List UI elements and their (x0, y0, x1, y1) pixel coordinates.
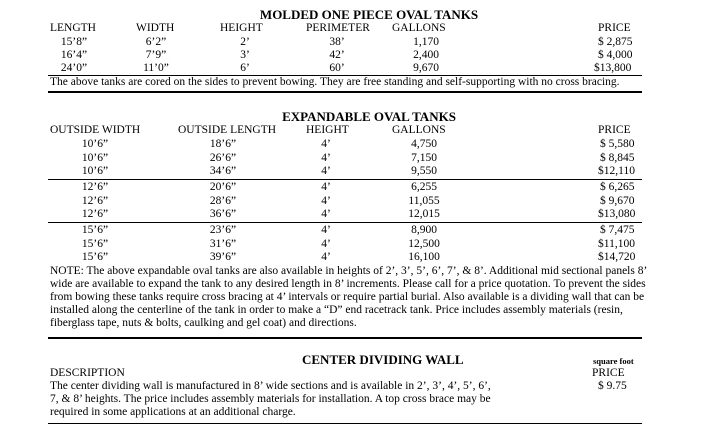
expandable-cell-height: 4’ (321, 152, 331, 164)
molded-header-height: HEIGHT (220, 22, 263, 34)
expandable-cell-height: 4’ (321, 181, 331, 193)
expandable-cell-height: 4’ (321, 208, 331, 220)
expandable-cell-width: 10’6” (81, 138, 109, 150)
expandable-cell-height: 4’ (321, 251, 331, 263)
divider-description-label: DESCRIPTION (50, 367, 125, 379)
molded-cell-perimeter: 38’ (329, 36, 345, 48)
divider-section-end-rule (48, 423, 642, 424)
expandable-cell-price: $ 7,475 (600, 224, 635, 236)
expandable-cell-length: 23’6” (209, 224, 237, 236)
expandable-cell-length: 18’6” (209, 138, 237, 150)
expandable-cell-gallons: 6,255 (411, 181, 437, 193)
expandable-cell-length: 28’6” (209, 195, 237, 207)
expandable-cell-price: $ 8,845 (600, 152, 635, 164)
expandable-cell-length: 34’6” (209, 165, 237, 177)
expandable-cell-gallons: 11,055 (408, 195, 440, 207)
expandable-cell-height: 4’ (321, 238, 331, 250)
expandable-cell-width: 15’6” (81, 224, 109, 236)
expandable-header-price: PRICE (598, 124, 631, 136)
expandable-cell-gallons: 12,015 (408, 208, 440, 220)
expandable-cell-length: 26’6” (209, 152, 237, 164)
molded-cell-height: 6’ (240, 62, 250, 74)
expandable-cell-width: 15’6” (81, 238, 109, 250)
molded-cell-perimeter: 60’ (329, 62, 345, 74)
expandable-header-gallons: GALLONS (392, 124, 446, 136)
expandable-cell-height: 4’ (321, 195, 331, 207)
molded-cell-height: 2’ (240, 36, 250, 48)
expandable-header-outside-width: OUTSIDE WIDTH (50, 124, 141, 136)
divider-description-line: 7, & 8’ heights. The price includes assembly materials for installation. A top cross brace may be (50, 393, 491, 405)
expandable-cell-length: 36’6” (209, 208, 237, 220)
expandable-cell-gallons: 9,550 (411, 165, 437, 177)
expandable-header-outside-length: OUTSIDE LENGTH (178, 124, 277, 136)
expandable-note-line: fiberglass tape, nuts & bolts, caulking and gel coat) and directions. (50, 317, 357, 329)
expandable-cell-height: 4’ (321, 224, 331, 236)
expandable-note-line: wide are available to expand the tank to any desired length in 8’ increments. Please call for a price quotation. To prevent the sides (50, 278, 646, 290)
expandable-cell-width: 15’6” (81, 251, 109, 263)
expandable-cell-gallons: 12,500 (408, 238, 440, 250)
expandable-cell-gallons: 8,900 (411, 224, 437, 236)
molded-header-gallons: GALLONS (392, 22, 446, 34)
divider-price-label: PRICE (592, 367, 625, 379)
expandable-cell-length: 20’6” (209, 181, 237, 193)
molded-cell-price: $ 2,875 (598, 36, 633, 48)
molded-header-length: LENGTH (50, 22, 96, 34)
expandable-cell-width: 12’6” (81, 181, 109, 193)
molded-cell-height: 3’ (240, 49, 250, 61)
molded-cell-perimeter: 42’ (329, 49, 345, 61)
divider-description-line: required in some applications at an additional charge. (50, 406, 296, 418)
expandable-cell-length: 39’6” (209, 251, 237, 263)
expandable-cell-height: 4’ (321, 138, 331, 150)
molded-cell-gallons: 2,400 (413, 49, 439, 61)
molded-cell-price: $13,800 (594, 62, 632, 74)
expandable-cell-price: $ 9,670 (600, 195, 635, 207)
expandable-group-divider (48, 179, 642, 180)
molded-cell-length: 24’0” (60, 62, 88, 74)
expandable-group-divider (48, 222, 642, 223)
expandable-cell-price: $11,100 (598, 238, 635, 250)
expandable-note-line: from bowing these tanks require cross bracing at 4’ intervals or require partial burial. Also available is a dividing wall that can be (50, 291, 645, 303)
molded-section-end-rule (48, 91, 642, 93)
expandable-cell-height: 4’ (321, 165, 331, 177)
expandable-cell-price: $ 6,265 (600, 181, 635, 193)
molded-cell-width: 11’0” (143, 62, 169, 74)
molded-note: The above tanks are cored on the sides to prevent bowing. They are free standing and self-supporting with no cross bracing. (50, 76, 620, 88)
expandable-cell-price: $13,080 (598, 208, 636, 220)
molded-cell-width: 6’2” (145, 36, 167, 48)
molded-cell-length: 16’4” (60, 49, 88, 61)
expandable-cell-price: $ 5,580 (600, 138, 635, 150)
molded-header-width: WIDTH (136, 22, 175, 34)
molded-cell-width: 7’9” (145, 49, 167, 61)
expandable-section-end-rule (48, 337, 642, 339)
divider-unit-label: square foot (593, 356, 634, 366)
divider-description-line: The center dividing wall is manufactured in 8’ wide sections and is available in 2’, 3’, 4’, 5’, 6’, (50, 380, 491, 392)
molded-header-perimeter: PERIMETER (306, 22, 370, 34)
molded-cell-length: 15’8” (60, 36, 88, 48)
expandable-cell-length: 31’6” (209, 238, 237, 250)
molded-cell-gallons: 9,670 (413, 62, 439, 74)
molded-cell-price: $ 4,000 (598, 49, 633, 61)
expandable-cell-gallons: 4,750 (411, 138, 437, 150)
expandable-section-title: EXPANDABLE OVAL TANKS (282, 109, 456, 124)
expandable-cell-width: 12’6” (81, 195, 109, 207)
expandable-cell-width: 10’6” (81, 152, 109, 164)
expandable-header-height: HEIGHT (306, 124, 349, 136)
molded-section-title: MOLDED ONE PIECE OVAL TANKS (259, 7, 479, 22)
expandable-cell-price: $14,720 (598, 251, 636, 263)
expandable-cell-gallons: 7,150 (411, 152, 437, 164)
expandable-cell-width: 12’6” (81, 208, 109, 220)
molded-header-price: PRICE (598, 22, 631, 34)
expandable-note-line: NOTE: The above expandable oval tanks are also available in heights of 2’, 3’, 5’, 6’, 7’, & 8’. Additional mid sectional panels 8’ (50, 265, 648, 277)
expandable-note-line: installed along the centerline of the tank in order to make a “D” end racetrack tank. Price includes assembly materials (resin, (50, 304, 623, 316)
expandable-cell-price: $12,110 (598, 165, 635, 177)
divider-price: $ 9.75 (598, 380, 627, 392)
divider-section-title: CENTER DIVIDING WALL (302, 352, 464, 367)
expandable-cell-width: 10’6” (81, 165, 109, 177)
molded-cell-gallons: 1,170 (413, 36, 439, 48)
expandable-cell-gallons: 16,100 (408, 251, 440, 263)
